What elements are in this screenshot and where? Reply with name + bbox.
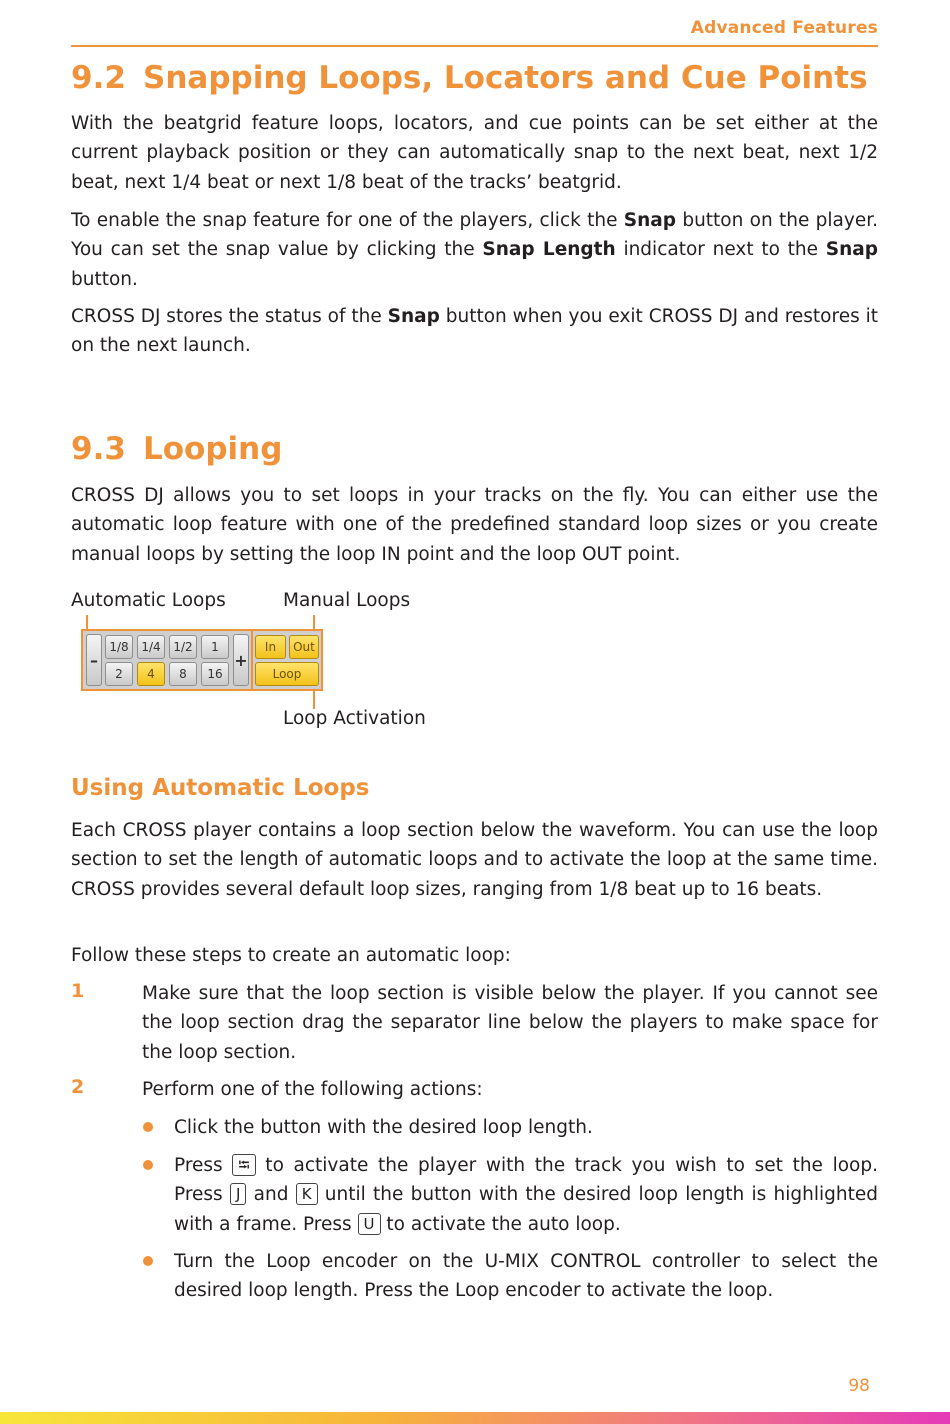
paragraph: CROSS DJ allows you to set loops in your tracks on the fly. You can either use the automatic loop feature with one of the predefined standard loop sizes or you create manual loops by setting the loop IN point and the loop OUT point.: [71, 485, 878, 565]
loop-size-decrease-button[interactable]: –: [86, 634, 102, 686]
caption-automatic-loops: Automatic Loops: [71, 590, 226, 611]
section-heading-9-2: [71, 60, 868, 96]
section-number: 9.2: [71, 60, 126, 96]
loop-section-widget: [81, 629, 323, 691]
text-run: Press: [174, 1155, 233, 1176]
bullet-dot: [143, 1160, 153, 1170]
bullet-text: Turn the Loop encoder on the U-MIX CONTROL controller to select the desired loop length. Press the Loop encoder to activate the loop.: [174, 1251, 878, 1302]
bullet-text: [174, 1151, 878, 1239]
loop-size-button-16[interactable]: 16: [201, 662, 229, 686]
text-run: button.: [71, 268, 138, 290]
loop-size-button-2[interactable]: 2: [105, 662, 133, 686]
paragraph: Follow these steps to create an automatic loop:: [71, 945, 511, 966]
paragraph: Each CROSS player contains a loop section below the waveform. You can use the loop section to set the length of automatic loops and to activate the loop at the same time. CROSS provides several default loop sizes, ranging from 1/8 beat up to 16 beats.: [71, 820, 878, 900]
subsection-heading: Using Automatic Loops: [71, 775, 370, 801]
footer-gradient-bar: [0, 1412, 950, 1424]
step-text: Perform one of the following actions:: [142, 1079, 483, 1100]
section-title: Snapping Loops, Locators and Cue Points: [143, 60, 868, 96]
text-run: to activate the player with the track you wish to set the loop. Press: [174, 1155, 878, 1206]
loop-activate-button[interactable]: Loop: [255, 662, 319, 686]
loop-size-button-8[interactable]: 8: [169, 662, 197, 686]
running-header: Advanced Features: [690, 18, 878, 38]
paragraph: [71, 206, 878, 294]
loop-in-button[interactable]: In: [255, 635, 286, 659]
bullet-dot: [143, 1122, 153, 1132]
text-run: and: [246, 1184, 296, 1206]
step-number: 2: [71, 1076, 85, 1098]
caption-loop-activation: Loop Activation: [283, 708, 426, 729]
text-run: To enable the snap feature for one of the players, click the: [71, 210, 624, 231]
leader-line-activation: [313, 691, 315, 709]
loop-size-button-1-4[interactable]: 1/4: [137, 635, 165, 659]
bold-term: Snap: [387, 306, 440, 327]
key-j: J: [230, 1183, 246, 1205]
loop-size-button-1-8[interactable]: 1/8: [105, 635, 133, 659]
text-run: until the button with the desired loop length is highlighted with a frame. Press: [174, 1184, 878, 1235]
section-number: 9.3: [71, 431, 126, 467]
page-number: 98: [848, 1376, 870, 1396]
text-run: CROSS DJ stores the status of the: [71, 306, 388, 327]
tab-key-icon: ⭾: [232, 1154, 255, 1176]
bold-term: Snap Length: [482, 239, 616, 261]
loop-size-button-1[interactable]: 1: [201, 635, 229, 659]
caption-manual-loops: Manual Loops: [283, 590, 411, 611]
header-rule: [71, 45, 878, 47]
loop-size-increase-button[interactable]: +: [233, 634, 249, 686]
loop-size-button-1-2[interactable]: 1/2: [169, 635, 197, 659]
widget-separator: [251, 631, 253, 689]
bold-term: Snap: [623, 210, 677, 231]
paragraph: [71, 302, 878, 361]
key-k: K: [296, 1183, 318, 1205]
section-heading-9-3: [71, 431, 282, 467]
bullet-dot: [143, 1256, 153, 1266]
bold-term: Snap: [825, 239, 878, 261]
text-run: button when you exit CROSS DJ and restores it on the next launch.: [71, 306, 879, 357]
section-title: Looping: [143, 431, 283, 467]
key-u: U: [358, 1213, 381, 1235]
paragraph: With the beatgrid feature loops, locators, and cue points can be set either at the current playback position or they can automatically snap to the next beat, next 1/2 beat, next 1/4 beat or next 1/8 beat of the tracks’ beatgrid.: [71, 113, 878, 193]
loop-out-button[interactable]: Out: [289, 635, 319, 659]
step-text: Make sure that the loop section is visible below the player. If you cannot see the loop section drag the separator line below the players to make space for the loop section.: [142, 983, 878, 1063]
loop-size-button-4-active[interactable]: 4: [137, 662, 165, 686]
text-run: button on the player. You can set the snap value by clicking the: [71, 210, 878, 261]
text-run: indicator next to the: [615, 239, 826, 261]
bullet-text: Click the button with the desired loop length.: [174, 1117, 593, 1138]
step-number: 1: [71, 980, 85, 1002]
text-run: to activate the auto loop.: [380, 1213, 621, 1235]
